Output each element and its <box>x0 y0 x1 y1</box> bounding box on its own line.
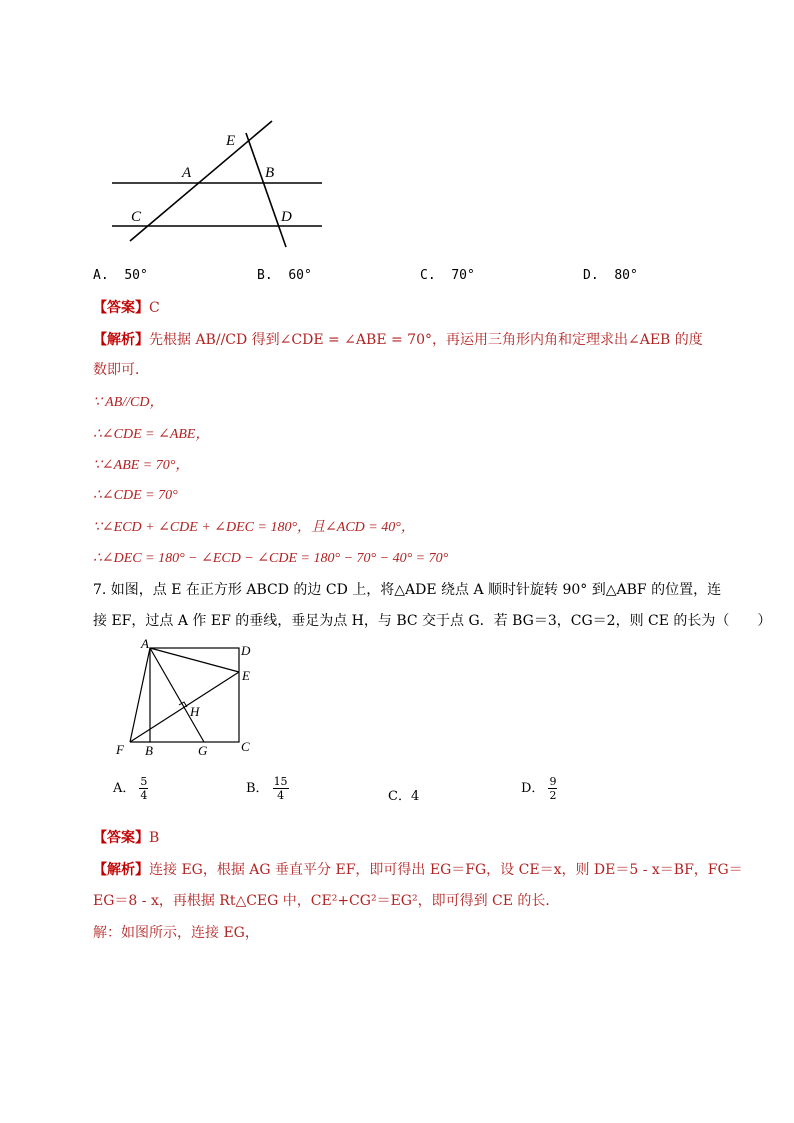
option-letter: B． <box>246 781 269 796</box>
label-c: C <box>131 209 142 225</box>
label-g: G <box>198 743 208 758</box>
label-b: B <box>145 743 153 758</box>
option-value: 80° <box>614 268 638 283</box>
q6-step-1: ∵ AB//CD， <box>93 395 164 410</box>
q7-stem-line1: 7. 如图，点 E 在正方形 ABCD 的边 CD 上，将△ADE 绕点 A 顺时针旋转 90° 到△ABF 的位置，连 <box>93 582 722 598</box>
q7-option-d <box>521 775 557 802</box>
q6-step-3: ∵∠ABE = 70°， <box>93 458 190 473</box>
option-value: 70° <box>451 268 475 283</box>
option-letter: A. <box>93 268 109 283</box>
figure-square-rotation <box>112 638 262 760</box>
q6-step-2: ∴∠CDE = ∠ABE， <box>93 427 210 442</box>
answer-tag: 【答案】 <box>93 300 149 316</box>
option-letter: D. <box>583 268 599 283</box>
label-a: A <box>141 638 149 651</box>
option-letter: D． <box>521 781 545 796</box>
q6-step-5: ∵∠ECD + ∠CDE + ∠DEC = 180°，且∠ACD = 40°， <box>93 520 415 535</box>
option-value: 60° <box>288 268 312 283</box>
option-letter: B. <box>257 268 273 283</box>
analysis-tag: 【解析】 <box>93 862 149 878</box>
label-c: C <box>241 739 250 754</box>
q6-step-6: ∴∠DEC = 180° − ∠ECD − ∠CDE = 180° − 70° − 40° = 70° <box>93 551 449 566</box>
denominator: 2 <box>549 789 557 802</box>
numerator: 9 <box>549 775 557 788</box>
q6-analysis-line1 <box>93 330 703 350</box>
fraction <box>273 775 289 802</box>
square-abcd <box>150 648 239 742</box>
answer-value: B <box>149 830 160 846</box>
label-d: D <box>241 643 251 658</box>
analysis-text: 连接 EG，根据 AG 垂直平分 EF，即可得出 EG＝FG，设 CE＝x，则 DE＝5 - x＝BF，FG＝ <box>149 862 743 878</box>
q7-option-b <box>246 775 289 802</box>
fraction <box>139 775 148 802</box>
q6-option-d <box>583 268 638 283</box>
label-d: D <box>281 209 292 225</box>
segment-ae <box>150 648 239 672</box>
q7-answer <box>93 828 159 848</box>
numerator: 5 <box>140 775 148 788</box>
numerator: 15 <box>273 775 288 788</box>
q7-stem-line2: 接 EF，过点 A 作 EF 的垂线，垂足为点 H，与 BC 交于点 G．若 BG＝3，CG＝2，则 CE 的长为（ ） <box>93 613 772 629</box>
option-letter: C. <box>420 268 436 283</box>
q6-analysis-line2: 数即可． <box>93 362 149 378</box>
label-a: A <box>182 165 192 181</box>
option-letter: A． <box>113 781 136 796</box>
q7-option-c <box>388 785 419 804</box>
option-value: 50° <box>124 268 148 283</box>
q6-option-c <box>420 268 475 283</box>
option-value: 4 <box>410 789 420 804</box>
transversal-ed <box>246 133 286 247</box>
q6-answer <box>93 298 160 318</box>
denominator: 4 <box>140 789 148 802</box>
denominator: 4 <box>277 789 285 802</box>
segment-af <box>130 648 150 742</box>
figure-parallel-lines <box>100 115 340 255</box>
q7-solution-line: 解：如图所示，连接 EG， <box>93 925 259 941</box>
q6-step-4: ∴∠CDE = 70° <box>93 488 178 503</box>
label-f: F <box>116 742 124 757</box>
fraction <box>548 775 557 802</box>
label-b: B <box>265 165 275 181</box>
analysis-text: 先根据 AB//CD 得到∠CDE = ∠ABE = 70°，再运用三角形内角和定理求出∠AEB 的度 <box>149 332 703 348</box>
q6-option-b <box>257 268 312 283</box>
q7-option-a <box>113 775 148 802</box>
answer-value: C <box>149 300 160 316</box>
label-e: E <box>242 668 250 683</box>
segment-ag <box>150 648 204 742</box>
q7-analysis-line2: EG＝8 - x，再根据 Rt△CEG 中，CE²+CG²＝EG²，即可得到 CE 的长． <box>93 893 560 909</box>
answer-tag: 【答案】 <box>93 830 149 846</box>
label-h: H <box>190 704 200 719</box>
analysis-tag: 【解析】 <box>93 332 149 348</box>
transversal-ce <box>130 121 275 241</box>
q7-analysis-line1 <box>93 860 743 880</box>
option-letter: C． <box>388 789 411 804</box>
label-e: E <box>226 133 236 149</box>
q6-option-a <box>93 268 148 283</box>
